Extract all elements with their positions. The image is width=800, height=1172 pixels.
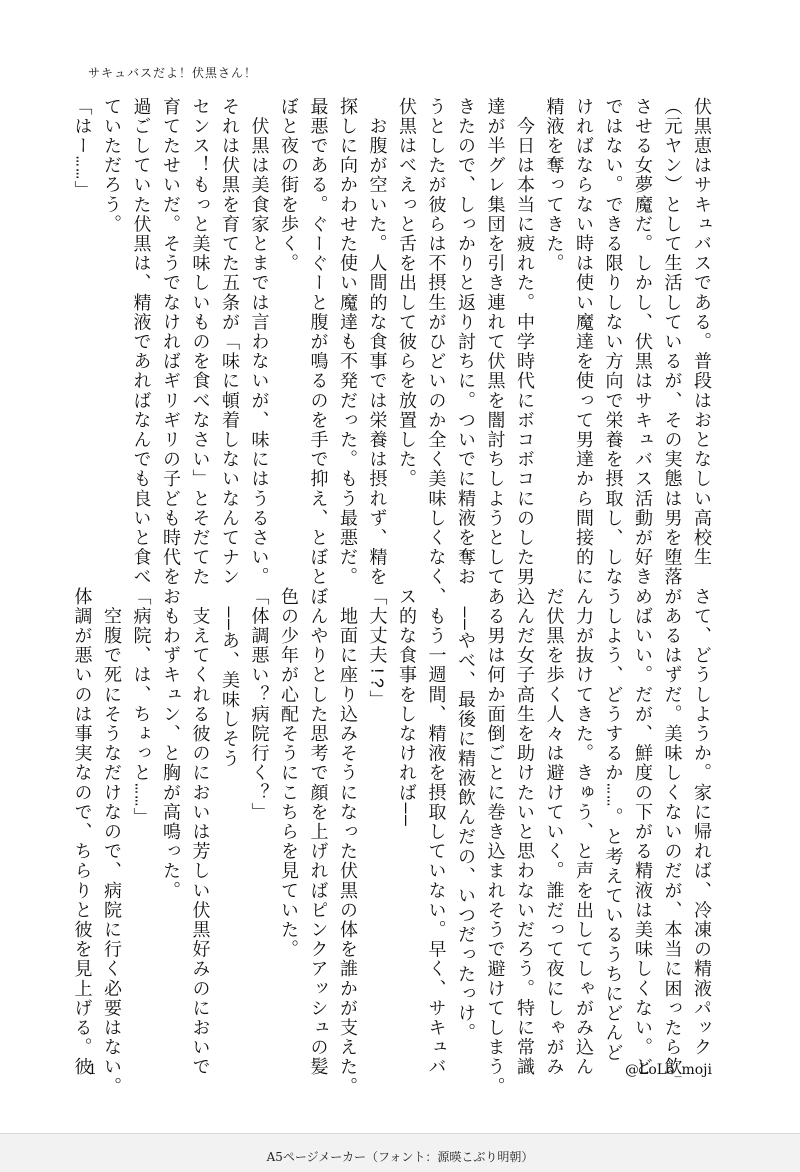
bottom-column: 「体調悪い？病院行く？」 bbox=[247, 587, 268, 823]
generator-credit: A5ページメーカー（フォント：源暎こぶり明朝） bbox=[266, 1150, 534, 1164]
page-number: 1 bbox=[88, 1062, 97, 1078]
top-column: 最悪である。ぐーぐーと腹が鳴るのを手で抑え、とぼと bbox=[306, 97, 327, 587]
top-column: それは伏黒を育てた五条が「味に頓着しないなんてナン bbox=[218, 97, 238, 587]
bottom-column: ――やべ、最後に精液飲んだの、いつだったっけ。 bbox=[454, 587, 474, 1044]
bottom-column: ス的な食事をしなければ―― bbox=[395, 587, 415, 828]
top-column: させる女夢魔だ。しかし、伏黒はサキュバス活動が好き bbox=[631, 97, 651, 587]
bottom-column: ん力が抜けてきた。きゅう、と声を出してしゃがみ込ん bbox=[572, 587, 592, 1077]
bottom-column: ぼんやりとした思考で顔を上げればピンクアッシュの髪 bbox=[306, 587, 327, 1077]
bottom-column: があるはずだ。美味しくないのだが、本当に困ったら飲 bbox=[660, 587, 681, 1077]
bottom-column: もう一週間、精液を摂取していない。早く、サキュバ bbox=[424, 587, 445, 1077]
top-column: 伏黒は美食家とまでは言わないが、味にはうるさい。 bbox=[247, 97, 268, 587]
top-column: 伏黒恵はサキュバスである。普段はおとなしい高校生 bbox=[690, 97, 710, 568]
bottom-column: 込んだ女子高生を助けたいと思わないだろう。特に常識 bbox=[513, 587, 533, 1077]
top-column: （元ヤン）として生活しているが、その実態は男を堕落 bbox=[660, 97, 681, 587]
bottom-column: さて、どうしようか。家に帰れば、冷凍の精液パック bbox=[690, 587, 710, 1058]
top-column: 「はー……」 bbox=[70, 97, 91, 201]
top-column: ければならない時は使い魔達を使って男達から間接的に bbox=[572, 97, 592, 587]
book-title: サキュバスだよ！伏黒さん！ bbox=[88, 66, 258, 80]
bottom-column: 支えてくれる彼のにおいは芳しい伏黒好みのにおいで bbox=[188, 587, 209, 1077]
top-column: 育てたせいだ。そうでなければギリギリの子ども時代を bbox=[159, 97, 179, 587]
bottom-column: 「大丈夫!?」 bbox=[365, 587, 386, 710]
top-column: ていただろう。 bbox=[100, 97, 120, 235]
top-column: 伏黒はべえっと舌を出して彼らを放置した。 bbox=[395, 97, 415, 489]
bottom-column: だ伏黒を歩く人々は避けていく。誰だって夜にしゃがみ bbox=[542, 587, 563, 1077]
top-column: 探しに向かわせた使い魔達も不発だった。もう最悪だ。 bbox=[336, 97, 356, 587]
top-column: ではない。できる限りしない方向で栄養を摂取し、しな bbox=[601, 97, 622, 587]
bottom-column: 「病院、は、ちょっと……」 bbox=[129, 587, 150, 828]
bottom-column: おもわずキュン、と胸が高鳴った。 bbox=[159, 587, 179, 901]
top-column: 今日は本当に疲れた。中学時代にボコボコにのした男 bbox=[513, 97, 533, 587]
bottom-column: 色の少年が心配そうにこちらを見ていた。 bbox=[277, 587, 297, 960]
top-column: 達が半グレ集団を引き連れて伏黒を闇討ちしようとして bbox=[483, 97, 504, 587]
bottom-column: うしよう、どうするか……。と考えているうちにどんど bbox=[601, 587, 622, 1063]
top-column: ぼと夜の街を歩く。 bbox=[277, 97, 297, 274]
top-column: 精液を奪ってきた。 bbox=[542, 97, 563, 274]
top-column: きたので、しっかりと返り討ちに。ついでに精液を奪お bbox=[454, 97, 474, 587]
bottom-column: ――あ、美味しそう bbox=[218, 587, 238, 769]
top-column: 過ごしていた伏黒は、精液であればなんでも良いと食べ bbox=[129, 97, 150, 587]
bottom-column: めばいい。だが、鮮度の下がる精液は美味しくない。ど bbox=[631, 587, 651, 1077]
bottom-column: 地面に座り込みそうになった伏黒の体を誰かが支えた。 bbox=[336, 587, 356, 1097]
bottom-column: ある男は何か面倒ごとに巻き込まれそうで避けてしまう。 bbox=[483, 587, 504, 1097]
bottom-column: 体調が悪いのは事実なので、ちらりと彼を見上げる。彼 bbox=[70, 587, 91, 1077]
bottom-column: 空腹で死にそうなだけなので、病院に行く必要はない。 bbox=[100, 587, 120, 1097]
body-text-top bbox=[70, 97, 714, 607]
author-handle: @LoLo_moji bbox=[625, 1062, 712, 1078]
top-column: センス！もっと美味しいものを食べなさい」とそだてた bbox=[188, 97, 209, 587]
top-column: お腹が空いた。人間的な食事では栄養は摂れず、精を bbox=[365, 97, 386, 587]
top-column: うとしたが彼らは不摂生がひどいのか全く美味しくなく、 bbox=[424, 97, 445, 607]
